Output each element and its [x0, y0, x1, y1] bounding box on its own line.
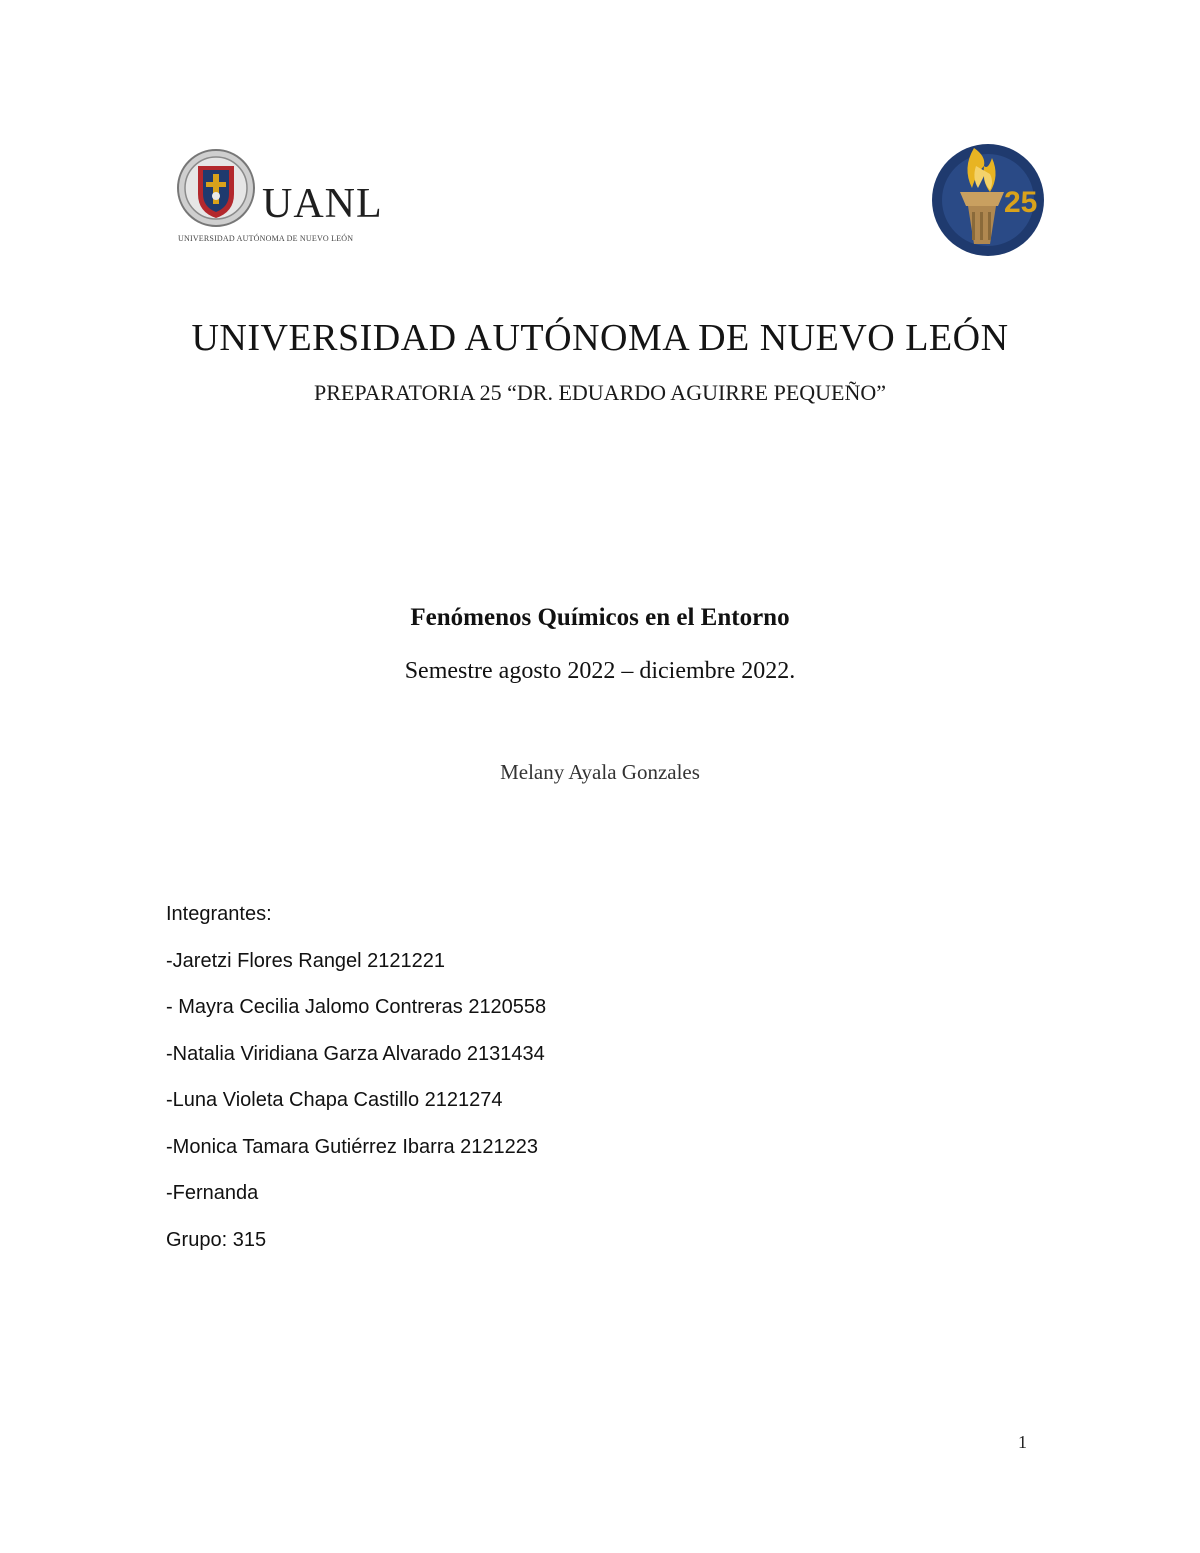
school-title: PREPARATORIA 25 “DR. EDUARDO AGUIRRE PEQUEÑO”	[313, 380, 887, 405]
uanl-caption: UNIVERSIDAD AUTÓNOMA DE NUEVO LEÓN	[178, 234, 354, 243]
list-item: -Fernanda	[166, 1182, 259, 1204]
uanl-logo	[176, 148, 388, 248]
page-number: 1	[1018, 1432, 1027, 1452]
members-heading: Integrantes:	[166, 903, 272, 925]
list-item: - Mayra Cecilia Jalomo Contreras 2120558	[166, 996, 547, 1018]
prepa-number: 25	[1004, 186, 1038, 219]
semester-text: Semestre agosto 2022 – diciembre 2022.	[404, 658, 796, 684]
prepa25-logo	[926, 136, 1050, 260]
teacher-name: Melany Ayala Gonzales	[500, 760, 700, 784]
list-item: -Luna Violeta Chapa Castillo 2121274	[166, 1089, 503, 1111]
members-list	[166, 900, 546, 1272]
subject-title: Fenómenos Químicos en el Entorno	[410, 604, 790, 631]
list-item: -Natalia Viridiana Garza Alvarado 2131434	[166, 1042, 545, 1065]
list-item: -Monica Tamara Gutiérrez Ibarra 2121223	[166, 1135, 539, 1158]
prepa25-emblem-icon	[926, 136, 1050, 260]
uanl-seal-icon	[176, 148, 262, 230]
list-item: -Jaretzi Flores Rangel 2121221	[166, 949, 446, 972]
uanl-wordmark: UANL	[262, 181, 383, 227]
group-label: Grupo: 315	[166, 1228, 267, 1251]
university-title: UNIVERSIDAD AUTÓNOMA DE NUEVO LEÓN	[191, 317, 1009, 359]
